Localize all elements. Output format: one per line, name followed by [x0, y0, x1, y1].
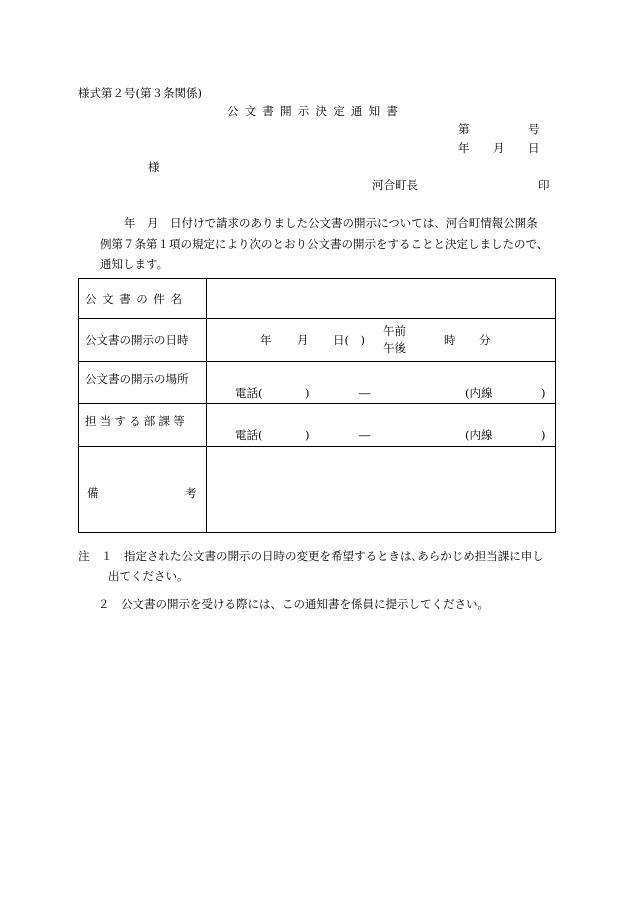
table-row-dept — [79, 404, 556, 447]
place-tel-open: 電話( — [235, 386, 263, 400]
datetime-label-cell — [79, 319, 207, 362]
dt-month: 月 — [297, 333, 309, 347]
dt-am: 午前 — [383, 324, 406, 338]
body-line-2: 例第７条第１項の規定により次のとおり公文書の開示をすることと決定しましたので、 — [100, 236, 549, 251]
sender-name: 河合町長 — [372, 178, 418, 192]
table-row-place — [79, 362, 556, 404]
place-value-cell[interactable] — [207, 362, 556, 404]
document-title: 公文書開示決定通知書 — [227, 104, 404, 118]
datetime-label: 公文書の開示の日時 — [85, 333, 189, 347]
body-line-1: 年 月 日付けで請求のありました公文書の開示については、河合町情報公開条 — [124, 216, 538, 230]
date-day: 日 — [528, 141, 540, 155]
notes-block — [78, 546, 544, 614]
note-2: ２ 公文書の開示を受ける際には、この通知書を係員に提示してください。 — [98, 597, 489, 611]
dept-ext-close: ) — [541, 428, 546, 442]
subject-label: 公文書の件名 — [85, 291, 188, 306]
number-prefix: 第 — [458, 122, 470, 136]
place-label-cell — [79, 362, 207, 404]
place-tel-dash: ― — [359, 386, 371, 400]
table-row-datetime — [79, 319, 556, 362]
dt-pm: 午後 — [383, 341, 406, 355]
datetime-value-cell[interactable] — [207, 319, 556, 362]
addressee-suffix: 様 — [148, 160, 160, 174]
dept-value-cell[interactable] — [207, 404, 556, 447]
remarks-label-right: 考 — [185, 486, 197, 500]
place-label: 公文書の開示の場所 — [85, 372, 189, 386]
subject-value-cell[interactable] — [207, 279, 556, 319]
body-line-3: 通知します。 — [100, 257, 169, 271]
seal-mark: 印 — [538, 178, 550, 192]
dept-tel-close: ) — [305, 428, 310, 442]
place-ext-open: (内線 — [465, 386, 493, 400]
dept-label: 担当する部課等 — [85, 414, 188, 428]
place-tel-close: ) — [305, 386, 310, 400]
form-number-label: 様式第２号(第３条関係) — [78, 86, 202, 100]
dept-label-cell — [79, 404, 207, 447]
remarks-value-cell[interactable] — [207, 447, 556, 533]
number-suffix: 号 — [528, 122, 540, 136]
dt-hour: 時 — [444, 333, 456, 347]
remarks-label-cell — [79, 447, 207, 533]
dept-tel-dash: ― — [359, 428, 371, 442]
disclosure-table — [78, 278, 556, 533]
table-row-remarks — [79, 447, 556, 533]
note-1-line-2: 出てください。 — [108, 569, 189, 583]
body-paragraph — [100, 213, 560, 275]
table-row-subject — [79, 279, 556, 319]
subject-label-cell — [79, 279, 207, 319]
dt-day: 日( ) — [333, 333, 365, 347]
dt-year: 年 — [260, 333, 272, 347]
date-year: 年 — [458, 141, 470, 155]
place-ext-close: ) — [541, 386, 546, 400]
remarks-label-left: 備 — [87, 486, 99, 500]
dt-minute: 分 — [479, 333, 491, 347]
dept-ext-open: (内線 — [465, 428, 493, 442]
dept-tel-open: 電話( — [235, 428, 263, 442]
note-1-line-1: 注 １ 指定された公文書の開示の日時の変更を希望するときは､あらかじめ担当課に申し — [78, 549, 544, 563]
date-month: 月 — [493, 141, 505, 155]
